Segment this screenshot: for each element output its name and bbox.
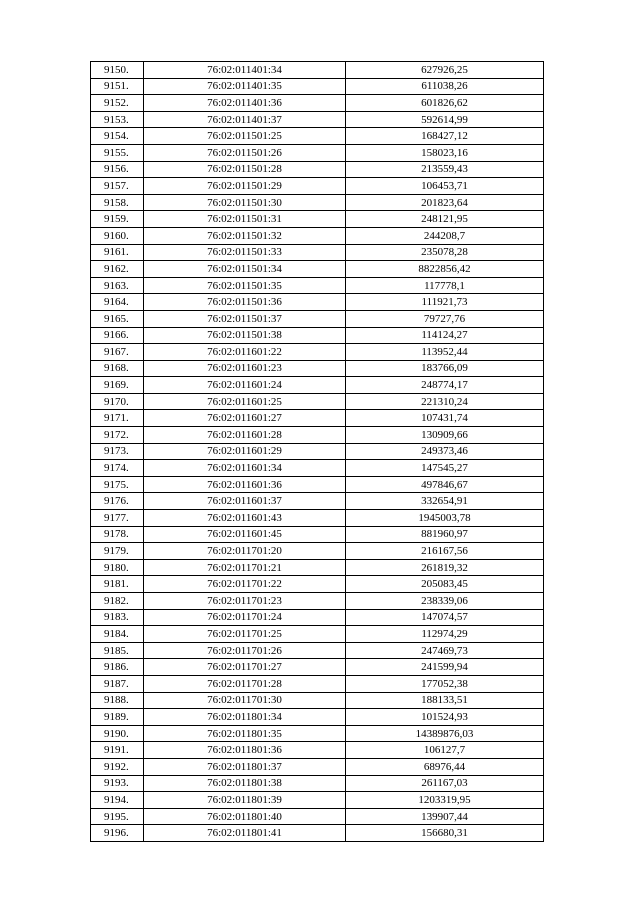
value-cell: 881960,97: [346, 526, 544, 543]
row-number-cell: 9178.: [91, 526, 144, 543]
value-cell: 147545,27: [346, 460, 544, 477]
row-number-cell: 9163.: [91, 277, 144, 294]
table-row: [91, 626, 544, 643]
table-row: [91, 510, 544, 527]
table-row: [91, 410, 544, 427]
cadastral-number-cell: 76:02:011501:33: [144, 244, 346, 261]
table-row: [91, 95, 544, 112]
row-number-cell: 9153.: [91, 111, 144, 128]
cadastral-number-cell: 76:02:011801:35: [144, 725, 346, 742]
table-row: [91, 310, 544, 327]
table-row: [91, 244, 544, 261]
cadastral-number-cell: 76:02:011501:25: [144, 128, 346, 145]
value-cell: 601826,62: [346, 95, 544, 112]
row-number-cell: 9181.: [91, 576, 144, 593]
value-cell: 158023,16: [346, 144, 544, 161]
cadastral-number-cell: 76:02:011601:34: [144, 460, 346, 477]
row-number-cell: 9190.: [91, 725, 144, 742]
cadastral-number-cell: 76:02:011701:23: [144, 593, 346, 610]
row-number-cell: 9152.: [91, 95, 144, 112]
table-row: [91, 825, 544, 842]
value-cell: 248121,95: [346, 211, 544, 228]
table-row: [91, 78, 544, 95]
row-number-cell: 9159.: [91, 211, 144, 228]
table-row: [91, 161, 544, 178]
cadastral-number-cell: 76:02:011501:38: [144, 327, 346, 344]
value-cell: 111921,73: [346, 294, 544, 311]
cadastral-number-cell: 76:02:011501:29: [144, 178, 346, 195]
row-number-cell: 9192.: [91, 758, 144, 775]
cadastral-number-cell: 76:02:011701:28: [144, 675, 346, 692]
table-row: [91, 360, 544, 377]
cadastral-number-cell: 76:02:011701:21: [144, 559, 346, 576]
value-cell: 68976,44: [346, 758, 544, 775]
value-cell: 114124,27: [346, 327, 544, 344]
cadastral-number-cell: 76:02:011501:31: [144, 211, 346, 228]
value-cell: 8822856,42: [346, 261, 544, 278]
table-row: [91, 277, 544, 294]
value-cell: 221310,24: [346, 393, 544, 410]
value-cell: 592614,99: [346, 111, 544, 128]
cadastral-number-cell: 76:02:011701:24: [144, 609, 346, 626]
table-row: [91, 725, 544, 742]
table-row: [91, 709, 544, 726]
row-number-cell: 9176.: [91, 493, 144, 510]
cadastral-number-cell: 76:02:011501:35: [144, 277, 346, 294]
value-cell: 106127,7: [346, 742, 544, 759]
cadastral-number-cell: 76:02:011401:34: [144, 62, 346, 79]
cadastral-number-cell: 76:02:011801:39: [144, 792, 346, 809]
row-number-cell: 9161.: [91, 244, 144, 261]
value-cell: 248774,17: [346, 377, 544, 394]
table-row: [91, 543, 544, 560]
value-cell: 147074,57: [346, 609, 544, 626]
table-row: [91, 559, 544, 576]
cadastral-number-cell: 76:02:011501:32: [144, 227, 346, 244]
table-body: [91, 62, 544, 842]
value-cell: 1945003,78: [346, 510, 544, 527]
row-number-cell: 9172.: [91, 427, 144, 444]
value-cell: 183766,09: [346, 360, 544, 377]
value-cell: 216167,56: [346, 543, 544, 560]
row-number-cell: 9155.: [91, 144, 144, 161]
value-cell: 205083,45: [346, 576, 544, 593]
row-number-cell: 9154.: [91, 128, 144, 145]
cadastral-number-cell: 76:02:011601:27: [144, 410, 346, 427]
value-cell: 79727,76: [346, 310, 544, 327]
cadastral-number-cell: 76:02:011601:22: [144, 344, 346, 361]
row-number-cell: 9189.: [91, 709, 144, 726]
value-cell: 117778,1: [346, 277, 544, 294]
value-cell: 188133,51: [346, 692, 544, 709]
value-cell: 113952,44: [346, 344, 544, 361]
row-number-cell: 9187.: [91, 675, 144, 692]
table-row: [91, 775, 544, 792]
cadastral-number-cell: 76:02:011701:20: [144, 543, 346, 560]
row-number-cell: 9185.: [91, 642, 144, 659]
cadastral-number-cell: 76:02:011401:35: [144, 78, 346, 95]
table-row: [91, 460, 544, 477]
value-cell: 201823,64: [346, 194, 544, 211]
cadastral-number-cell: 76:02:011501:30: [144, 194, 346, 211]
value-cell: 611038,26: [346, 78, 544, 95]
value-cell: 247469,73: [346, 642, 544, 659]
row-number-cell: 9168.: [91, 360, 144, 377]
cadastral-number-cell: 76:02:011401:36: [144, 95, 346, 112]
row-number-cell: 9174.: [91, 460, 144, 477]
row-number-cell: 9169.: [91, 377, 144, 394]
row-number-cell: 9196.: [91, 825, 144, 842]
table-row: [91, 144, 544, 161]
table-row: [91, 792, 544, 809]
value-cell: 107431,74: [346, 410, 544, 427]
table-row: [91, 476, 544, 493]
table-row: [91, 261, 544, 278]
row-number-cell: 9164.: [91, 294, 144, 311]
value-cell: 244208,7: [346, 227, 544, 244]
table-row: [91, 327, 544, 344]
cadastral-number-cell: 76:02:011801:36: [144, 742, 346, 759]
cadastral-number-cell: 76:02:011601:36: [144, 476, 346, 493]
table-row: [91, 675, 544, 692]
cadastral-number-cell: 76:02:011601:24: [144, 377, 346, 394]
table-row: [91, 609, 544, 626]
table-row: [91, 294, 544, 311]
row-number-cell: 9179.: [91, 543, 144, 560]
table-row: [91, 128, 544, 145]
value-cell: 112974,29: [346, 626, 544, 643]
row-number-cell: 9184.: [91, 626, 144, 643]
cadastral-number-cell: 76:02:011601:28: [144, 427, 346, 444]
row-number-cell: 9186.: [91, 659, 144, 676]
cadastral-number-cell: 76:02:011701:25: [144, 626, 346, 643]
table-row: [91, 194, 544, 211]
value-cell: 261819,32: [346, 559, 544, 576]
table-row: [91, 111, 544, 128]
table-row: [91, 211, 544, 228]
row-number-cell: 9150.: [91, 62, 144, 79]
value-cell: 139907,44: [346, 808, 544, 825]
value-cell: 238339,06: [346, 593, 544, 610]
cadastral-number-cell: 76:02:011701:22: [144, 576, 346, 593]
table-row: [91, 227, 544, 244]
cadastral-number-cell: 76:02:011801:34: [144, 709, 346, 726]
row-number-cell: 9182.: [91, 593, 144, 610]
row-number-cell: 9167.: [91, 344, 144, 361]
row-number-cell: 9195.: [91, 808, 144, 825]
table-row: [91, 493, 544, 510]
value-cell: 156680,31: [346, 825, 544, 842]
cadastral-number-cell: 76:02:011501:37: [144, 310, 346, 327]
cadastral-number-cell: 76:02:011501:36: [144, 294, 346, 311]
row-number-cell: 9177.: [91, 510, 144, 527]
value-cell: 213559,43: [346, 161, 544, 178]
cadastral-number-cell: 76:02:011701:30: [144, 692, 346, 709]
row-number-cell: 9171.: [91, 410, 144, 427]
table-row: [91, 178, 544, 195]
table-row: [91, 758, 544, 775]
value-cell: 241599,94: [346, 659, 544, 676]
cadastral-number-cell: 76:02:011801:38: [144, 775, 346, 792]
row-number-cell: 9180.: [91, 559, 144, 576]
cadastral-number-cell: 76:02:011701:26: [144, 642, 346, 659]
row-number-cell: 9173.: [91, 443, 144, 460]
cadastral-number-cell: 76:02:011601:43: [144, 510, 346, 527]
value-cell: 101524,93: [346, 709, 544, 726]
table-row: [91, 344, 544, 361]
value-cell: 332654,91: [346, 493, 544, 510]
table-row: [91, 692, 544, 709]
value-cell: 14389876,03: [346, 725, 544, 742]
cadastral-number-cell: 76:02:011601:45: [144, 526, 346, 543]
cadastral-number-cell: 76:02:011601:37: [144, 493, 346, 510]
row-number-cell: 9175.: [91, 476, 144, 493]
cadastral-number-cell: 76:02:011801:41: [144, 825, 346, 842]
cadastral-number-cell: 76:02:011601:25: [144, 393, 346, 410]
cadastral-number-cell: 76:02:011401:37: [144, 111, 346, 128]
row-number-cell: 9188.: [91, 692, 144, 709]
value-cell: 130909,66: [346, 427, 544, 444]
row-number-cell: 9151.: [91, 78, 144, 95]
value-cell: 249373,46: [346, 443, 544, 460]
table-row: [91, 808, 544, 825]
table-row: [91, 659, 544, 676]
table-row: [91, 593, 544, 610]
row-number-cell: 9170.: [91, 393, 144, 410]
value-cell: 497846,67: [346, 476, 544, 493]
cadastral-number-cell: 76:02:011501:28: [144, 161, 346, 178]
table-row: [91, 393, 544, 410]
cadastral-number-cell: 76:02:011501:26: [144, 144, 346, 161]
table-row: [91, 443, 544, 460]
table-row: [91, 642, 544, 659]
row-number-cell: 9165.: [91, 310, 144, 327]
table-row: [91, 62, 544, 79]
value-cell: 177052,38: [346, 675, 544, 692]
value-cell: 1203319,95: [346, 792, 544, 809]
row-number-cell: 9183.: [91, 609, 144, 626]
value-cell: 168427,12: [346, 128, 544, 145]
cadastral-number-cell: 76:02:011601:29: [144, 443, 346, 460]
table-row: [91, 377, 544, 394]
value-cell: 627926,25: [346, 62, 544, 79]
cadastral-number-cell: 76:02:011801:37: [144, 758, 346, 775]
row-number-cell: 9166.: [91, 327, 144, 344]
row-number-cell: 9193.: [91, 775, 144, 792]
row-number-cell: 9158.: [91, 194, 144, 211]
row-number-cell: 9156.: [91, 161, 144, 178]
value-cell: 106453,71: [346, 178, 544, 195]
table-row: [91, 427, 544, 444]
table-row: [91, 742, 544, 759]
table-row: [91, 576, 544, 593]
cadastral-number-cell: 76:02:011701:27: [144, 659, 346, 676]
row-number-cell: 9194.: [91, 792, 144, 809]
value-cell: 261167,03: [346, 775, 544, 792]
row-number-cell: 9157.: [91, 178, 144, 195]
row-number-cell: 9162.: [91, 261, 144, 278]
row-number-cell: 9160.: [91, 227, 144, 244]
value-cell: 235078,28: [346, 244, 544, 261]
table-row: [91, 526, 544, 543]
row-number-cell: 9191.: [91, 742, 144, 759]
cadastral-value-table: [90, 61, 544, 842]
cadastral-number-cell: 76:02:011801:40: [144, 808, 346, 825]
cadastral-number-cell: 76:02:011501:34: [144, 261, 346, 278]
cadastral-number-cell: 76:02:011601:23: [144, 360, 346, 377]
